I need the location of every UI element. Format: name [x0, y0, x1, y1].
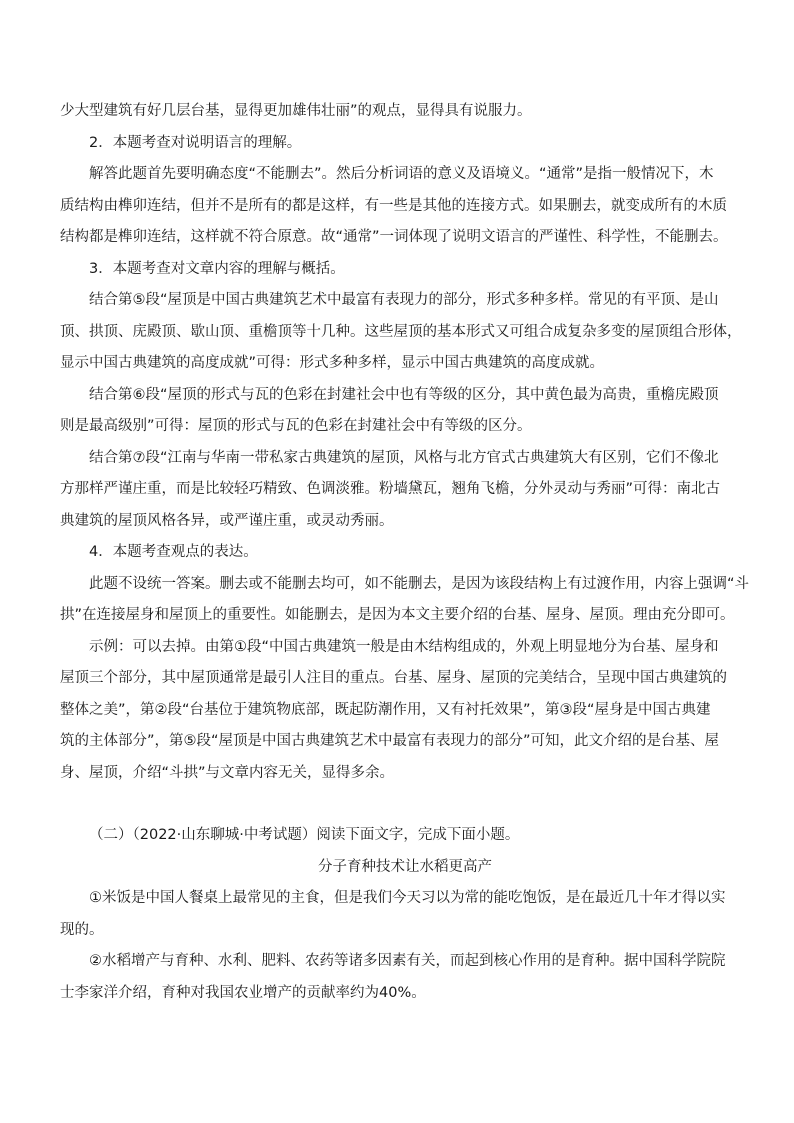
paragraph-q3-part2: [60, 380, 732, 443]
text-line: 士李家洋介绍，育种对我国农业增产的贡献率约为40%。: [60, 984, 426, 1001]
text-line: 拱”在连接屋身和屋顶上的重要性。如能删去，是因为本文主要介绍的台基、屋身、屋顶。理由充分即可。: [60, 607, 735, 623]
text-line: 身、屋顶，介绍“斗拱”与文章内容无关，显得多余。: [60, 764, 395, 781]
section-two-intro: （二）（2022·山东聊城·中考试题）阅读下面文字，完成下面小题。: [89, 827, 520, 843]
text-line: 结合第⑥段“屋顶的形式与瓦的色彩在封建社会中也有等级的区分，其中黄色最为高贵，重檐庑殿顶: [89, 386, 719, 403]
question-3-heading: 3．本题考查对文章内容的理解与概括。: [89, 260, 345, 277]
paragraph-continuation: [60, 96, 732, 128]
text-line: 方那样严谨庄重，而是比较轻巧精致、色调淡雅。粉墙黛瓦，翘角飞檐，分外灵动与秀丽”可得：南北古: [60, 481, 721, 497]
text-line: 结合第⑤段“屋顶是中国古典建筑艺术中最富有表现力的部分，形式多种多样。常见的有平顶、是山: [89, 292, 719, 308]
passage-title: 分子育种技术让水稻更高产: [318, 858, 492, 875]
passage-paragraph-2: [60, 946, 732, 1009]
paragraph-q4-example: [60, 632, 732, 790]
text-line: 筑的主体部分”，第⑤段“屋顶是中国古典建筑艺术中最富有表现力的部分”可知，此文介绍的是台基、屋: [60, 733, 720, 749]
text-line: 现的。: [60, 921, 104, 938]
answer-explanations: [60, 96, 750, 789]
text-line: 少大型建筑有好几层台基，显得更加雄伟壮丽”的观点，显得具有说服力。: [60, 103, 532, 119]
paragraph-q4-explanation: [60, 569, 750, 632]
text-line: 显示中国古典建筑的高度成就”可得：形式多种多样，显示中国古典建筑的高度成就。: [60, 355, 605, 371]
question-2-heading: 2．本题考查对说明语言的理解。: [89, 134, 302, 151]
text-line: 示例：可以去掉。由第①段“中国古典建筑一般是由木结构组成的，外观上明显地分为台基、屋身和: [89, 638, 719, 655]
text-line: ①米饭是中国人餐桌上最常见的主食，但是我们今天习以为常的能吃饱饭，是在最近几十年才得以实: [89, 890, 726, 906]
text-line: 此题不设统一答案。删去或不能删去均可，如不能删去，是因为该段结构上有过渡作用，内容上强调“斗: [89, 575, 750, 592]
text-line: 结合第⑦段“江南与华南一带私家古典建筑的屋顶，风格与北方官式古典建筑大有区别，它们不像北: [89, 449, 719, 466]
passage-paragraph-1: [60, 883, 732, 946]
text-line: 典建筑的屋顶风格各异，或严谨庄重，或灵动秀丽。: [60, 512, 394, 529]
section-two: [60, 820, 732, 1009]
text-line: 屋顶三个部分，其中屋顶通常是最引人注目的重点。台基、屋身、屋顶的完美结合，呈现中国古典建筑的: [60, 670, 727, 686]
text-line: 质结构由榫卯连结，但并不是所有的都是这样，有一些是其他的连接方式。如果删去，就变成所有的木质: [60, 197, 727, 214]
paragraph-q3-part1: [60, 285, 742, 380]
text-line: 顶、拱顶、庑殿顶、歇山顶、重檐顶等十几种。这些屋顶的基本形式又可组合成复杂多变的屋顶组合形体，: [60, 323, 742, 340]
text-line: 则是最高级别”可得：屋顶的形式与瓦的色彩在封建社会中有等级的区分。: [60, 418, 532, 434]
paragraph-q2-explanation: [60, 159, 732, 254]
question-4-heading: 4．本题考查观点的表达。: [89, 544, 258, 560]
text-line: ②水稻增产与育种、水利、肥料、农药等诸多因素有关，而起到核心作用的是育种。据中国科学院院: [89, 953, 726, 969]
paragraph-q3-part3: [60, 443, 732, 538]
text-line: 解答此题首先要明确态度“不能删去”。然后分析词语的意义及语境义。“通常”是指一般情况下，木: [89, 166, 714, 182]
text-line: 结构都是榫卯连结，这样就不符合原意。故“通常”一词体现了说明文语言的严谨性、科学性，不能删去。: [60, 229, 728, 245]
text-line: 整体之美”，第②段“台基位于建筑物底部，既起防潮作用，又有衬托效果”，第③段“屋身是中国古典建: [60, 701, 711, 718]
